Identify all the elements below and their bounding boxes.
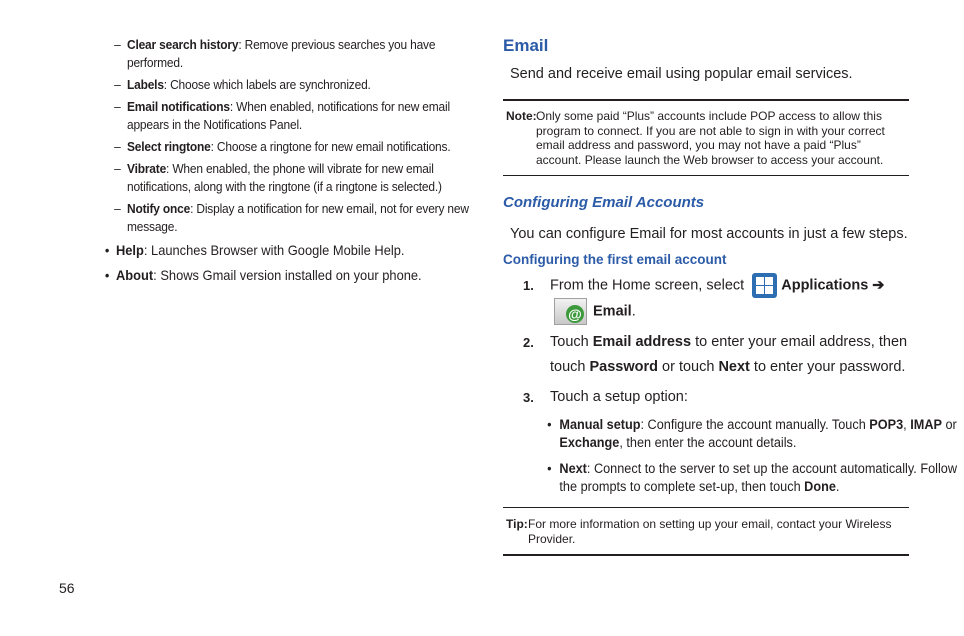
list-item: • About: Shows Gmail version installed on your phone. (104, 267, 422, 283)
list-item: • Next: Connect to the server to set up the account automatically. Follow the prompts to complete set-up, then touch Done. (547, 461, 957, 495)
list-item: – Labels: Choose which labels are synchronized. (114, 77, 371, 92)
tip-box (503, 508, 909, 554)
step-2: 2. Touch Email address to enter your email address, then touch Password or touch Next to enter your password. (523, 334, 908, 376)
list-item: – Clear search history: Remove previous searches you have performed. (114, 37, 436, 70)
left-column (104, 36, 469, 290)
right-column (503, 36, 957, 556)
section-heading: Email (503, 36, 549, 55)
bullet-list (104, 240, 454, 285)
page-number: 56 (59, 580, 75, 596)
list-item: – Email notifications: When enabled, notifications for new email appears in the Notifications Panel. (114, 99, 450, 132)
step-3: 3. Touch a setup option: (523, 389, 688, 406)
tip-text: For more information on setting up your email, contact your Wireless Provider. (528, 517, 892, 546)
tip-label: Tip: (506, 517, 528, 532)
paragraph: You can configure Email for most accounts in just a few steps. (510, 226, 908, 242)
applications-icon (752, 273, 777, 298)
subsection-heading: Configuring Email Accounts (503, 194, 705, 211)
dash-list (104, 36, 469, 236)
note-label: Note: (506, 109, 537, 123)
procedure-heading: Configuring the first email account (503, 252, 727, 267)
list-item: – Notify once: Display a notification for new email, not for every new message. (114, 201, 469, 234)
email-app-icon: @ (554, 298, 587, 325)
intro-paragraph: Send and receive email using popular email services. (510, 66, 853, 82)
list-item: – Select ringtone: Choose a ringtone for new email notifications. (114, 139, 451, 154)
list-item: • Manual setup: Configure the account manually. Touch POP3, IMAP or Exchange, then enter the account details. (547, 417, 957, 451)
note-text: Only some paid “Plus” accounts include POP access to allow this program to connect. If you are not able to sign in with your correct email address and password, you may not have a paid “Plus” account. Please launch the Web browser to access your account. (536, 109, 885, 167)
divider (503, 554, 909, 556)
step-1: 1. From the Home screen, select Applications ➔ @ Email. (503, 273, 909, 325)
note-box (503, 101, 909, 175)
list-item: – Vibrate: When enabled, the phone will vibrate for new email notifications, along with the ringtone (if a ringtone is selected.) (114, 161, 442, 194)
divider (503, 175, 909, 176)
list-item: • Help: Launches Browser with Google Mobile Help. (104, 242, 405, 258)
